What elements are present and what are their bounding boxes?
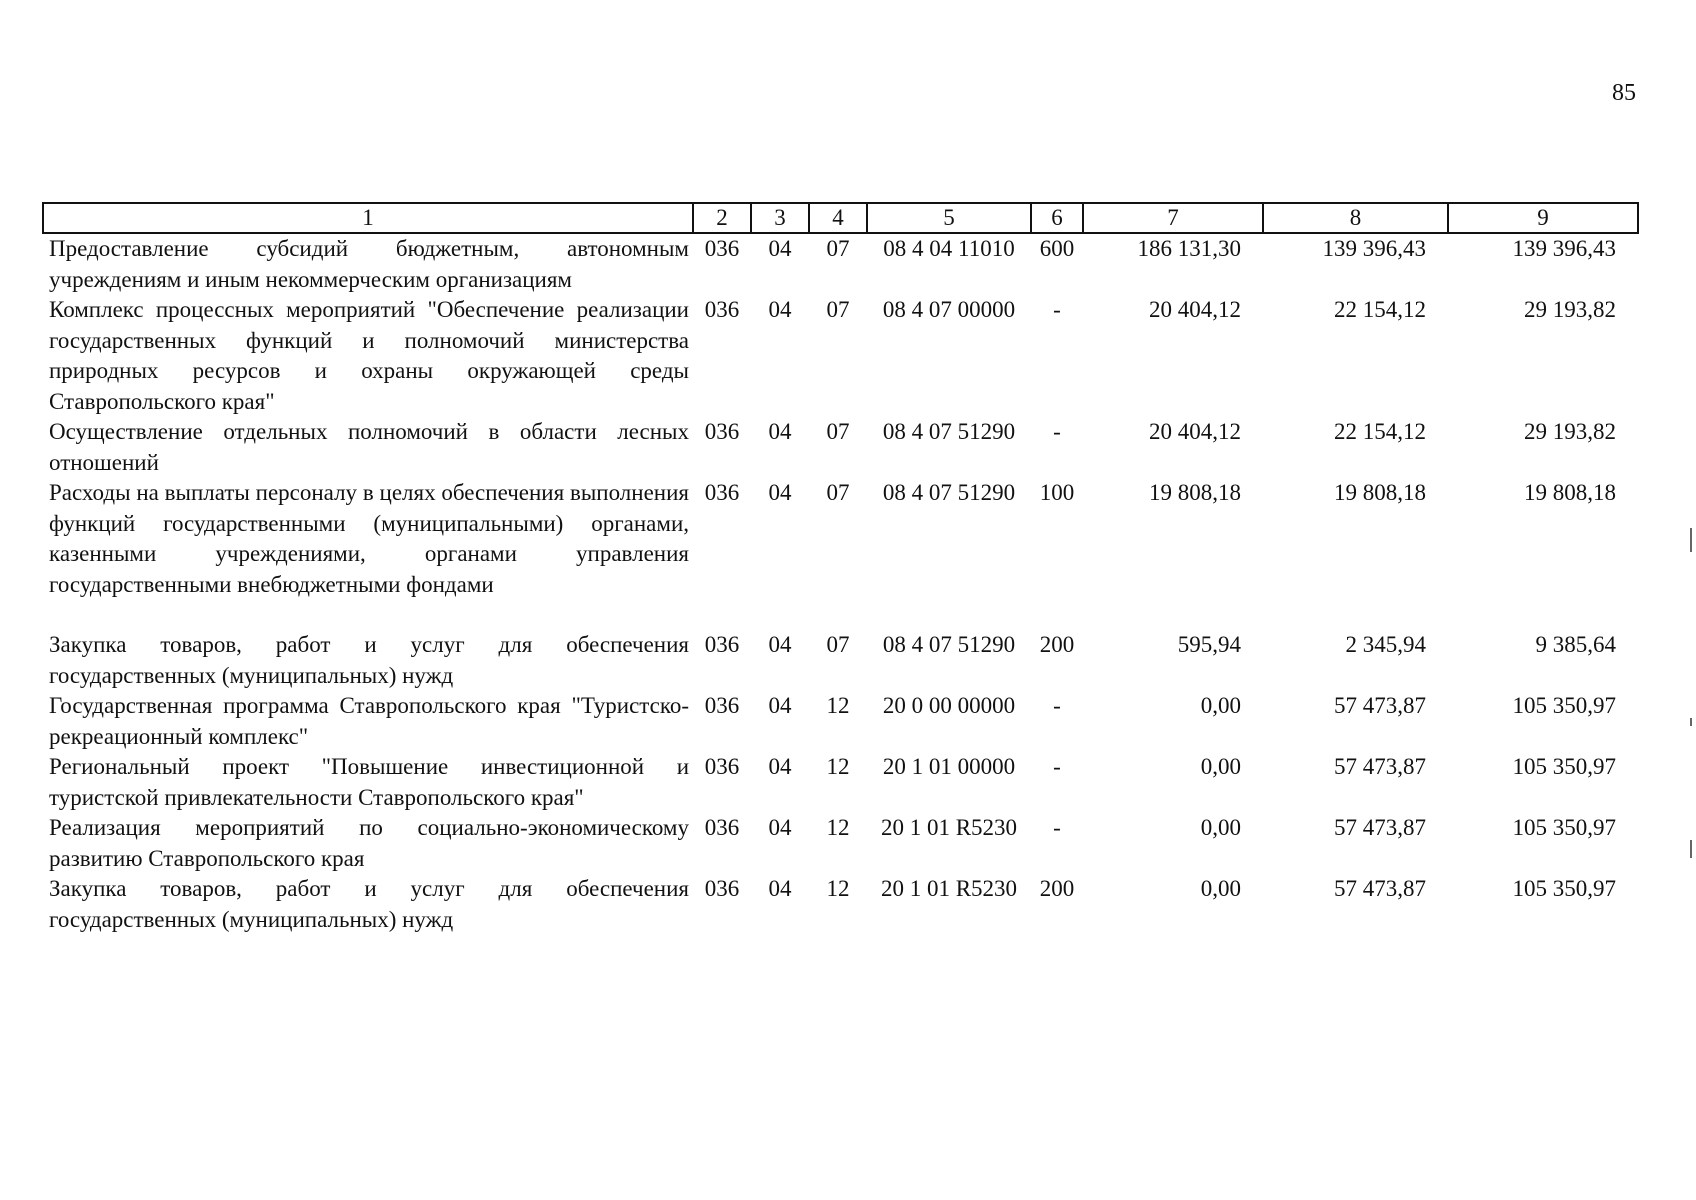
table-row (43, 813, 1638, 874)
cell-amount-7: 595,94 (1177, 632, 1241, 657)
scan-edge-mark (1690, 840, 1692, 858)
table-row (43, 417, 1638, 478)
cell-amount-8: 19 808,18 (1334, 480, 1426, 505)
cell-target-code: 20 0 00 00000 (882, 693, 1016, 718)
cell-target-code: 20 1 01 00000 (882, 754, 1016, 779)
row-name: Расходы на выплаты персоналу в целях обеспечения выполнения функций государственными (муниципальными) органами, казенными учреждениями, органами управления государственными внебюджетными фондами (49, 480, 689, 597)
row-name: Закупка товаров, работ и услуг для обеспечения государственных (муниципальных) нужд (49, 876, 689, 932)
cell-amount-8: 139 396,43 (1322, 236, 1426, 261)
cell-target-code: 08 4 04 11010 (883, 236, 1015, 261)
row-name: Государственная программа Ставропольского края "Туристско-рекреационный комплекс" (49, 693, 689, 749)
cell-ministry-code: 036 (704, 693, 740, 718)
cell-amount-9: 29 193,82 (1524, 297, 1616, 322)
cell-amount-7: 19 808,18 (1149, 480, 1241, 505)
row-name: Закупка товаров, работ и услуг для обеспечения государственных (муниципальных) нужд (49, 632, 689, 688)
cell-section-code: 04 (768, 297, 792, 322)
column-header: 1 (43, 203, 693, 233)
spacer-cell (43, 600, 1638, 630)
cell-expense-type: - (1053, 297, 1061, 322)
cell-amount-7: 0,00 (1200, 754, 1241, 779)
cell-section-code: 04 (768, 815, 792, 840)
cell-amount-8: 57 473,87 (1334, 754, 1426, 779)
column-header: 8 (1263, 203, 1448, 233)
cell-amount-7: 0,00 (1200, 876, 1241, 901)
cell-section-code: 04 (768, 480, 792, 505)
cell-expense-type: 200 (1039, 876, 1075, 901)
table-row (43, 630, 1638, 691)
cell-target-code: 08 4 07 00000 (882, 297, 1016, 322)
table-row (43, 691, 1638, 752)
cell-ministry-code: 036 (704, 236, 740, 261)
page-number: 85 (1612, 80, 1636, 106)
budget-table (42, 202, 1639, 935)
cell-target-code: 08 4 07 51290 (882, 632, 1016, 657)
cell-expense-type: - (1053, 754, 1061, 779)
cell-section-code: 04 (768, 419, 792, 444)
table-row (43, 295, 1638, 417)
row-spacer (43, 600, 1638, 630)
cell-amount-9: 139 396,43 (1512, 236, 1616, 261)
cell-subsection-code: 12 (826, 754, 850, 779)
cell-amount-9: 105 350,97 (1512, 754, 1616, 779)
cell-ministry-code: 036 (704, 297, 740, 322)
row-name: Региональный проект "Повышение инвестиционной и туристской привлекательности Ставропольского края" (49, 754, 689, 810)
cell-subsection-code: 07 (826, 480, 850, 505)
cell-section-code: 04 (768, 236, 792, 261)
cell-amount-9: 105 350,97 (1512, 815, 1616, 840)
cell-expense-type: 600 (1039, 236, 1075, 261)
row-name: Осуществление отдельных полномочий в области лесных отношений (49, 419, 689, 475)
cell-target-code: 08 4 07 51290 (882, 480, 1016, 505)
column-header: 6 (1031, 203, 1083, 233)
cell-section-code: 04 (768, 754, 792, 779)
column-header: 9 (1448, 203, 1638, 233)
cell-amount-7: 186 131,30 (1137, 236, 1241, 261)
cell-expense-type: 100 (1039, 480, 1075, 505)
cell-amount-8: 22 154,12 (1334, 297, 1426, 322)
cell-section-code: 04 (768, 693, 792, 718)
table-row (43, 752, 1638, 813)
row-name: Комплекс процессных мероприятий "Обеспечение реализации государственных функций и полномочий министерства природных ресурсов и охраны окружающей среды Ставропольского края" (49, 297, 689, 414)
row-name: Реализация мероприятий по социально-экономическому развитию Ставропольского края (49, 815, 689, 871)
cell-expense-type: - (1053, 419, 1061, 444)
cell-subsection-code: 12 (826, 693, 850, 718)
cell-subsection-code: 07 (826, 297, 850, 322)
table-row (43, 478, 1638, 600)
column-number-header (43, 203, 1638, 233)
cell-subsection-code: 12 (826, 815, 850, 840)
cell-section-code: 04 (768, 876, 792, 901)
cell-amount-7: 0,00 (1200, 693, 1241, 718)
cell-target-code: 08 4 07 51290 (882, 419, 1016, 444)
cell-subsection-code: 12 (826, 876, 850, 901)
cell-amount-8: 22 154,12 (1334, 419, 1426, 444)
cell-amount-7: 0,00 (1200, 815, 1241, 840)
row-name: Предоставление субсидий бюджетным, автономным учреждениям и иным некоммерческим организациям (49, 236, 689, 292)
cell-amount-8: 57 473,87 (1334, 815, 1426, 840)
cell-amount-7: 20 404,12 (1149, 297, 1241, 322)
cell-target-code: 20 1 01 R5230 (880, 876, 1018, 901)
column-header: 5 (867, 203, 1031, 233)
cell-subsection-code: 07 (826, 419, 850, 444)
cell-amount-9: 105 350,97 (1512, 876, 1616, 901)
column-header: 2 (693, 203, 751, 233)
table-row (43, 874, 1638, 935)
cell-amount-7: 20 404,12 (1149, 419, 1241, 444)
cell-subsection-code: 07 (826, 632, 850, 657)
cell-subsection-code: 07 (826, 236, 850, 261)
cell-amount-8: 2 345,94 (1345, 632, 1426, 657)
cell-ministry-code: 036 (704, 632, 740, 657)
cell-section-code: 04 (768, 632, 792, 657)
scan-edge-mark (1690, 528, 1692, 552)
cell-amount-8: 57 473,87 (1334, 693, 1426, 718)
cell-ministry-code: 036 (704, 876, 740, 901)
cell-ministry-code: 036 (704, 815, 740, 840)
cell-amount-9: 105 350,97 (1512, 693, 1616, 718)
column-header: 7 (1083, 203, 1263, 233)
scan-edge-mark (1690, 718, 1692, 726)
cell-ministry-code: 036 (704, 480, 740, 505)
cell-expense-type: 200 (1039, 632, 1075, 657)
cell-expense-type: - (1053, 815, 1061, 840)
cell-expense-type: - (1053, 693, 1061, 718)
table-row (43, 233, 1638, 295)
cell-amount-8: 57 473,87 (1334, 876, 1426, 901)
column-header: 4 (809, 203, 867, 233)
cell-amount-9: 29 193,82 (1524, 419, 1616, 444)
cell-ministry-code: 036 (704, 754, 740, 779)
column-header: 3 (751, 203, 809, 233)
cell-ministry-code: 036 (704, 419, 740, 444)
cell-amount-9: 9 385,64 (1535, 632, 1616, 657)
cell-target-code: 20 1 01 R5230 (880, 815, 1018, 840)
cell-amount-9: 19 808,18 (1524, 480, 1616, 505)
